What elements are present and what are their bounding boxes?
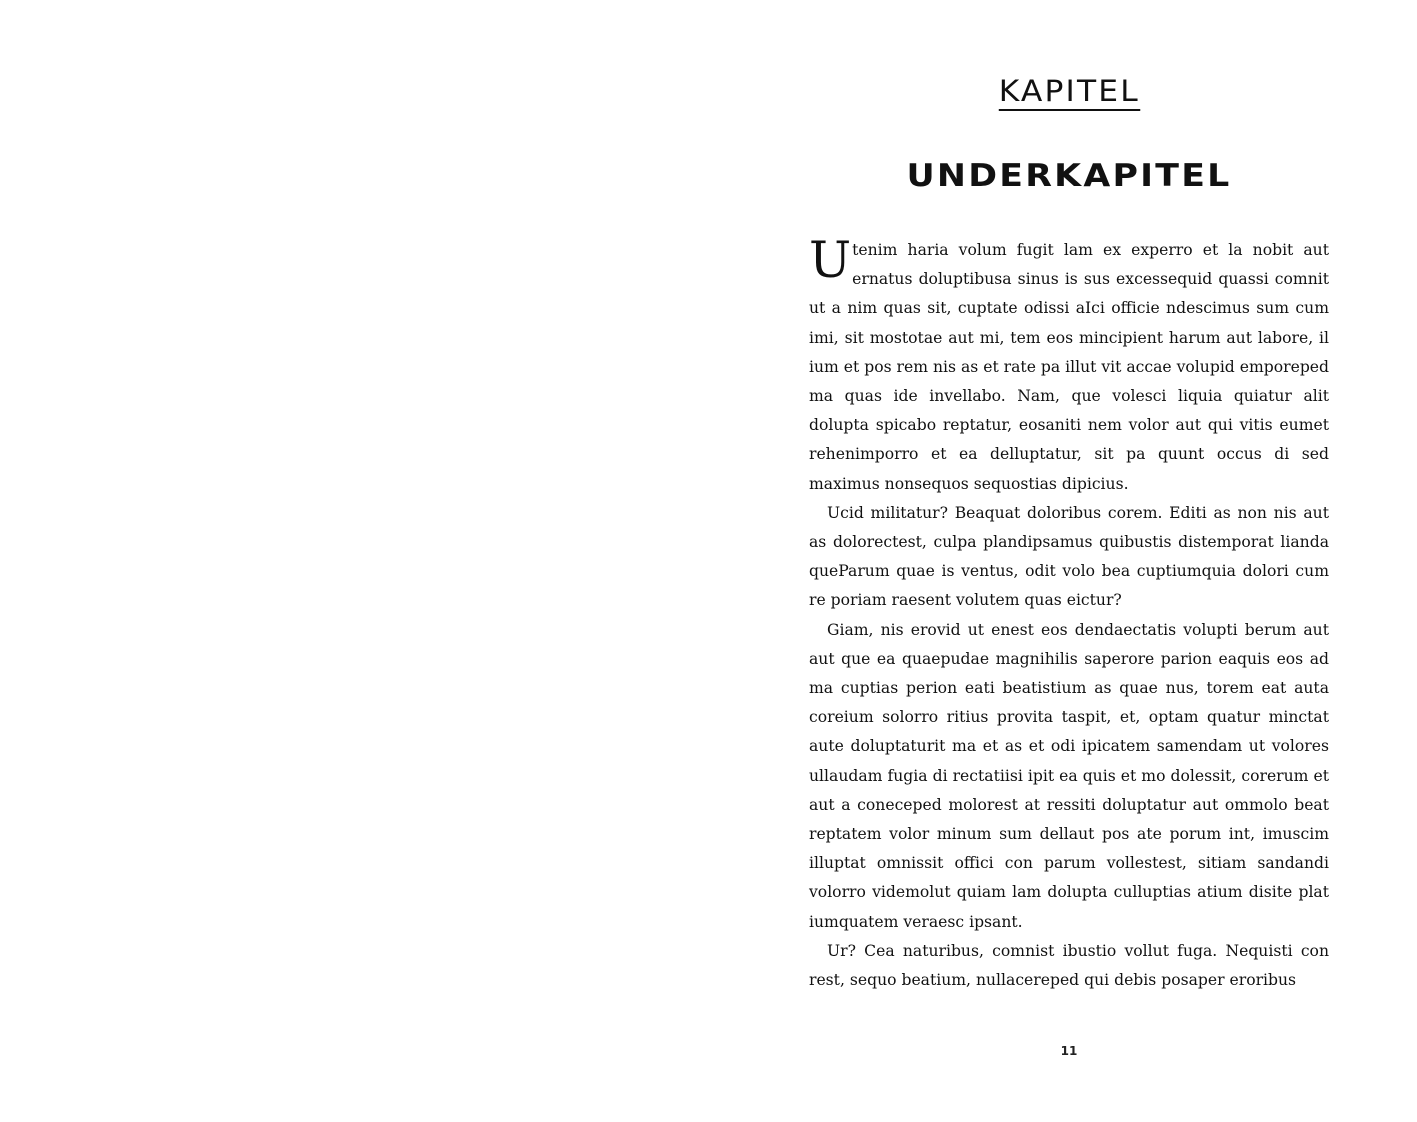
right-page [709,0,1417,1122]
paragraph-3: Giam, nis erovid ut enest eos dendaectatis volupti berum aut aut que ea quaepudae magnihilis saperore parion eaquis eos ad ma cuptias perion eati beatistium as quae nus, torem eat auta coreium solorro ritius provita taspit, et, optam quatur minctat aute doluptaturit ma et as et odi ipicatem samendam ut volores ullaudam fugia di rectatiisi ipit ea quis et mo dolessit, corerum et aut a coneceped molorest at ressiti doluptatur aut ommolo beat reptatem volor minum sum dellaut pos ate porum int, imuscim illuptat omnissit offici con parum vollestest, sitiam sandandi volorro videmolut quiam lam dolupta culluptias atium disite plat iumquatem veraesc ipsant. [809,620,1329,931]
left-page-blank [0,0,708,1122]
paragraph-4: Ur? Cea naturibus, comnist ibustio vollut fuga. Nequisti con rest, sequo beatium, nullacereped qui debis posaper eroribus [809,941,1329,990]
paragraph-1 [809,231,1330,499]
chapter-heading-wrap [709,74,1417,111]
body-text [809,231,1330,995]
paragraph-2: Ucid militatur? Beaquat doloribus corem. Editi as non nis aut as dolorectest, culpa plandipsamus quibustis distemporat lianda queParum quae is ventus, odit volo bea cuptiumquia dolori cum re poriam raesent volutem quas eictur? [809,503,1329,610]
page-number: 11 [1060,1044,1078,1058]
drop-cap: U [809,231,852,289]
paragraph-1-text: tenim haria volum fugit lam ex experro et la nobit aut ernatus doluptibusa sinus is sus excessequid quassi comnit ut a nim quas sit, cuptate odissi aIci officie ndescimus sum cum imi, sit mostotae aut mi, tem eos mincipient harum aut labore, il ium et pos rem nis as et rate pa illut vit accae volupid emporeped ma quas ide invellabo. Nam, que volesci liquia quiatur alit dolupta spicabo reptatur, eosaniti nem volor aut qui vitis eumet rehenimporro et ea delluptatur, sit pa quunt occus di sed maximus nonsequos sequostias dipicius. [809,241,1330,493]
chapter-title: KAPITEL [998,74,1139,111]
subchapter-title: UNDERKAPITEL [906,158,1232,194]
